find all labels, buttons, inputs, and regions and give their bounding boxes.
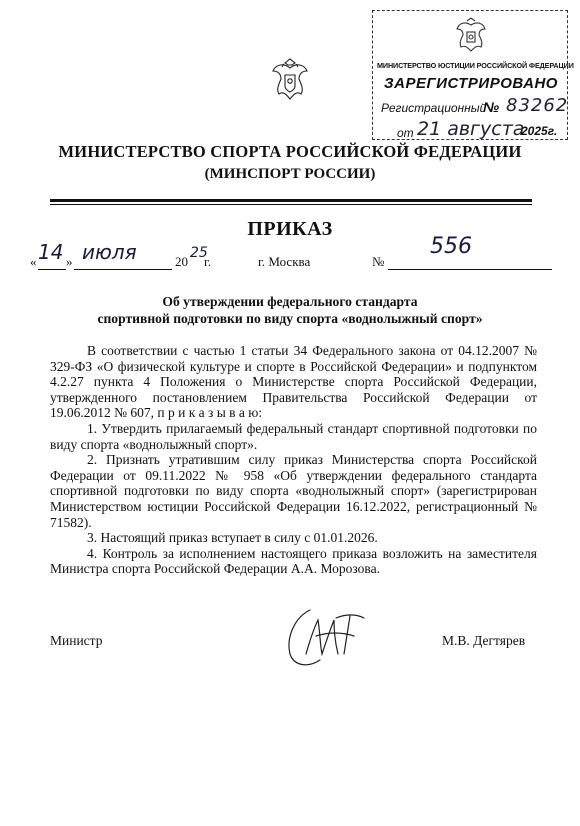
- stamp-ministry: МИНИСТЕРСТВО ЮСТИЦИИ РОССИЙСКОЙ ФЕДЕРАЦИИ: [377, 61, 574, 70]
- order-number: 556: [430, 234, 472, 259]
- handwritten-signature: [280, 602, 370, 674]
- order-title: ПРИКАЗ: [247, 218, 333, 240]
- ministry-short-title: (МИНСПОРТ РОССИИ): [204, 166, 376, 182]
- header-divider: [50, 199, 532, 202]
- stamp-title: ЗАРЕГИСТРИРОВАНО: [384, 75, 558, 92]
- order-year-prefix: 20: [175, 254, 188, 269]
- document-title-line1: Об утверждении федерального стандарта: [162, 294, 418, 309]
- stamp-date-label: от: [397, 126, 414, 140]
- preamble-paragraph: В соответствии с частью 1 статьи 34 Федерального закона от 04.12.2007 № 329-ФЗ «О физической культуре и спорте в Российской Федерации» и подпунктом 4.2.27 пункта 4 Положения о Министерстве спорта Российской Федерации, утвержденного постановлением Правительства Российской Федерации от 19.06.2012 № 607, п р и к а з ы в а ю:: [50, 343, 537, 421]
- order-year-g: г.: [204, 254, 212, 269]
- document-title-line2: спортивной подготовки по виду спорта «воднолыжный спорт»: [97, 311, 483, 326]
- ministry-title: МИНИСТЕРСТВО СПОРТА РОССИЙСКОЙ ФЕДЕРАЦИИ: [58, 142, 522, 161]
- stamp-number-label: Регистрационный: [381, 101, 487, 115]
- stamp-number-sign: №: [483, 99, 500, 115]
- coat-of-arms-icon: [270, 58, 310, 106]
- order-day: 14: [38, 240, 64, 264]
- date-quote-open: «: [30, 254, 37, 269]
- date-quote-close: »: [66, 254, 73, 269]
- coat-of-arms-icon: [453, 17, 489, 57]
- clause-2: 2. Признать утратившим силу приказ Министерства спорта Российской Федерации от 09.11.2022 № 958 «Об утверждении федерального стандарта спортивной подготовки по виду спорта «воднолыжный спорт» (зарегистрирован Министерством юстиции Российской Федерации 16.12.2022, регистрационный № 71582).: [50, 452, 537, 530]
- stamp-number-value: 83262: [506, 95, 569, 116]
- signatory-position: Министр: [50, 633, 103, 648]
- signatory-name: М.В. Дегтярев: [442, 633, 526, 648]
- order-body: [50, 343, 537, 577]
- registration-stamp: [372, 10, 574, 140]
- order-year-suffix: 25: [190, 245, 208, 261]
- stamp-date-value: 21 августа: [417, 118, 525, 140]
- order-city: г. Москва: [258, 254, 311, 269]
- order-number-sign: №: [372, 254, 385, 269]
- clause-3: 3. Настоящий приказ вступает в силу с 01.01.2026.: [87, 530, 378, 546]
- stamp-date-year: 2025г.: [521, 124, 558, 138]
- clause-4: 4. Контроль за исполнением настоящего приказа возложить на заместителя Министра спорта Российской Федерации А.А. Морозова.: [50, 545, 537, 577]
- header-divider-thin: [50, 204, 532, 205]
- clause-1: 1. Утвердить прилагаемый федеральный стандарт спортивной подготовки по виду спорта «воднолыжный спорт».: [50, 420, 537, 452]
- order-month: июля: [82, 240, 137, 264]
